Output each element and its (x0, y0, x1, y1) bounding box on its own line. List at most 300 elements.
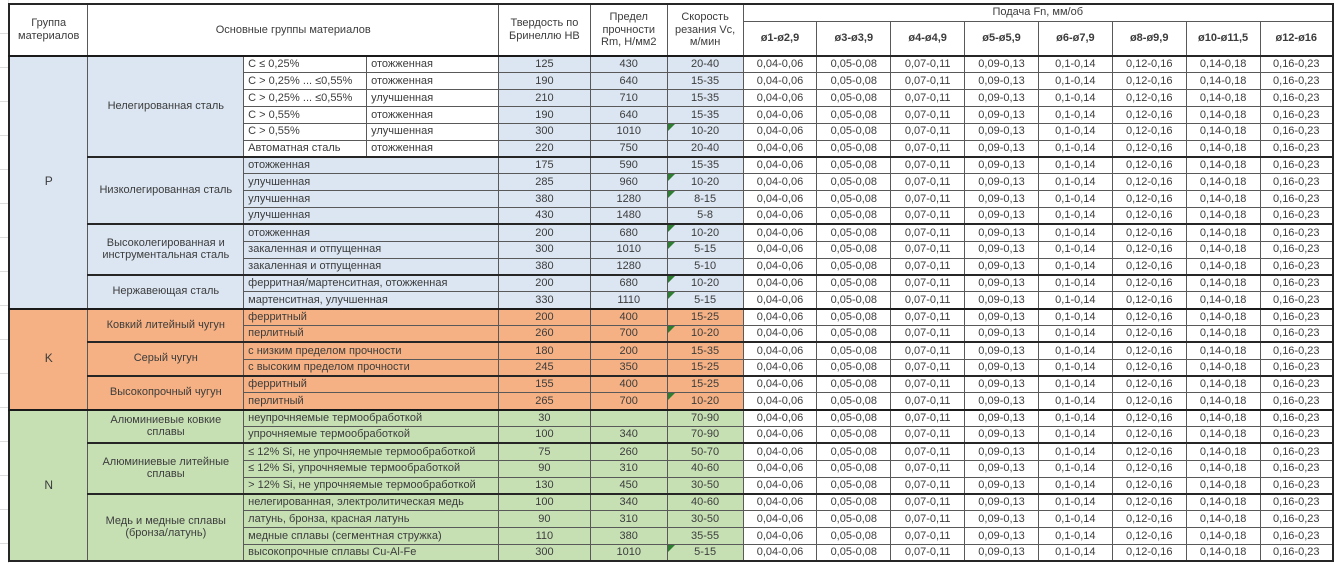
material-desc-cell: ферритный (244, 309, 499, 326)
feed-cell: 0,16-0,23 (1260, 544, 1333, 561)
feed-cell: 0,16-0,23 (1260, 174, 1333, 191)
feed-cell: 0,1-0,14 (1038, 191, 1112, 208)
feed-cell: 0,05-0,08 (817, 56, 891, 73)
hb-cell: 200 (499, 309, 591, 326)
hb-cell: 430 (499, 208, 591, 225)
vc-cell: 8-15 (667, 191, 743, 208)
feed-cell: 0,07-0,11 (891, 511, 965, 528)
material-desc-cell: ≤ 12% Si, упрочняемые термообработкой (244, 460, 499, 477)
rm-cell: 1010 (590, 544, 667, 561)
material-desc-cell: нелегированная, электролитическая медь (244, 494, 499, 511)
hb-cell: 75 (499, 443, 591, 460)
hb-cell: 300 (499, 241, 591, 258)
material-desc-cell: с низким пределом прочности (244, 342, 499, 359)
rm-cell: 340 (590, 494, 667, 511)
subgroup-cell: Серый чугун (88, 342, 244, 376)
hb-cell: 300 (499, 123, 591, 140)
hb-cell: 190 (499, 107, 591, 124)
feed-cell: 0,12-0,16 (1112, 224, 1186, 241)
hb-cell: 90 (499, 511, 591, 528)
feed-cell: 0,16-0,23 (1260, 208, 1333, 225)
header-cutting-speed: Скорость резания Vc, м/мин (667, 4, 743, 56)
feed-cell: 0,1-0,14 (1038, 275, 1112, 292)
feed-cell: 0,09-0,13 (965, 511, 1039, 528)
rm-cell: 310 (590, 460, 667, 477)
feed-cell: 0,05-0,08 (817, 309, 891, 326)
hb-cell: 130 (499, 477, 591, 494)
feed-cell: 0,14-0,18 (1186, 309, 1260, 326)
feed-cell: 0,04-0,06 (743, 376, 817, 393)
feed-cell: 0,07-0,11 (891, 157, 965, 174)
feed-cell: 0,09-0,13 (965, 359, 1039, 376)
hb-cell: 30 (499, 410, 591, 427)
feed-cell: 0,14-0,18 (1186, 241, 1260, 258)
material-state-cell: улучшенная (367, 90, 499, 107)
vc-cell: 40-60 (667, 494, 743, 511)
rm-cell: 640 (590, 107, 667, 124)
feed-cell: 0,1-0,14 (1038, 494, 1112, 511)
hb-cell: 175 (499, 157, 591, 174)
feed-cell: 0,1-0,14 (1038, 208, 1112, 225)
rm-cell: 400 (590, 309, 667, 326)
feed-cell: 0,09-0,13 (965, 443, 1039, 460)
feed-cell: 0,16-0,23 (1260, 123, 1333, 140)
feed-cell: 0,16-0,23 (1260, 443, 1333, 460)
feed-cell: 0,1-0,14 (1038, 56, 1112, 73)
flag-triangle-icon (668, 225, 675, 232)
feed-cell: 0,09-0,13 (965, 174, 1039, 191)
feed-cell: 0,1-0,14 (1038, 258, 1112, 275)
material-desc-cell: улучшенная (244, 174, 499, 191)
feed-cell: 0,16-0,23 (1260, 292, 1333, 309)
feed-cell: 0,05-0,08 (817, 342, 891, 359)
feed-cell: 0,1-0,14 (1038, 528, 1112, 545)
feed-cell: 0,05-0,08 (817, 410, 891, 427)
feed-cell: 0,16-0,23 (1260, 224, 1333, 241)
feed-cell: 0,09-0,13 (965, 528, 1039, 545)
material-state-cell: отожженная (367, 140, 499, 157)
flag-triangle-icon (668, 326, 675, 333)
feed-cell: 0,14-0,18 (1186, 174, 1260, 191)
feed-diameter-header: ø4-ø4,9 (891, 21, 965, 56)
feed-cell: 0,12-0,16 (1112, 544, 1186, 561)
feed-cell: 0,1-0,14 (1038, 309, 1112, 326)
hb-cell: 155 (499, 376, 591, 393)
feed-diameter-header: ø1-ø2,9 (743, 21, 817, 56)
table-row (9, 56, 1333, 73)
feed-cell: 0,09-0,13 (965, 90, 1039, 107)
feed-cell: 0,12-0,16 (1112, 309, 1186, 326)
vc-cell: 70-90 (667, 410, 743, 427)
feed-cell: 0,1-0,14 (1038, 241, 1112, 258)
feed-cell: 0,16-0,23 (1260, 275, 1333, 292)
hb-cell: 125 (499, 56, 591, 73)
feed-cell: 0,09-0,13 (965, 140, 1039, 157)
feed-cell: 0,1-0,14 (1038, 511, 1112, 528)
feed-cell: 0,12-0,16 (1112, 376, 1186, 393)
flag-triangle-icon (668, 242, 675, 249)
feed-cell: 0,05-0,08 (817, 174, 891, 191)
material-desc-cell: Автоматная сталь (244, 140, 367, 157)
feed-cell: 0,04-0,06 (743, 73, 817, 90)
feed-cell: 0,1-0,14 (1038, 544, 1112, 561)
subgroup-cell: Алюминиевые литейные сплавы (88, 443, 244, 494)
feed-cell: 0,09-0,13 (965, 241, 1039, 258)
rm-cell: 380 (590, 528, 667, 545)
feed-cell: 0,04-0,06 (743, 157, 817, 174)
feed-cell: 0,1-0,14 (1038, 376, 1112, 393)
feed-cell: 0,07-0,11 (891, 174, 965, 191)
hb-cell: 380 (499, 191, 591, 208)
feed-cell: 0,16-0,23 (1260, 56, 1333, 73)
feed-cell: 0,07-0,11 (891, 494, 965, 511)
feed-cell: 0,07-0,11 (891, 275, 965, 292)
feed-cell: 0,04-0,06 (743, 191, 817, 208)
feed-cell: 0,09-0,13 (965, 107, 1039, 124)
feed-cell: 0,14-0,18 (1186, 107, 1260, 124)
feed-cell: 0,14-0,18 (1186, 326, 1260, 343)
hb-cell: 300 (499, 544, 591, 561)
feed-cell: 0,16-0,23 (1260, 73, 1333, 90)
feed-cell: 0,14-0,18 (1186, 376, 1260, 393)
group-code-cell: N (9, 410, 88, 562)
vc-cell: 15-35 (667, 157, 743, 174)
feed-cell: 0,09-0,13 (965, 191, 1039, 208)
feed-cell: 0,12-0,16 (1112, 140, 1186, 157)
feed-cell: 0,05-0,08 (817, 528, 891, 545)
material-state-cell: отожженная (367, 56, 499, 73)
feed-cell: 0,07-0,11 (891, 410, 965, 427)
rm-cell: 310 (590, 511, 667, 528)
feed-cell: 0,1-0,14 (1038, 292, 1112, 309)
vc-cell: 15-25 (667, 359, 743, 376)
feed-cell: 0,1-0,14 (1038, 359, 1112, 376)
material-desc-cell: > 12% Si, не упрочняемые термообработкой (244, 477, 499, 494)
feed-cell: 0,07-0,11 (891, 326, 965, 343)
feed-cell: 0,09-0,13 (965, 376, 1039, 393)
vc-cell: 5-15 (667, 544, 743, 561)
feed-cell: 0,12-0,16 (1112, 123, 1186, 140)
hb-cell: 100 (499, 427, 591, 444)
table-row (9, 494, 1333, 511)
feed-cell: 0,12-0,16 (1112, 393, 1186, 410)
vc-cell: 15-35 (667, 107, 743, 124)
feed-cell: 0,14-0,18 (1186, 275, 1260, 292)
feed-cell: 0,05-0,08 (817, 326, 891, 343)
feed-cell: 0,1-0,14 (1038, 140, 1112, 157)
table-row (9, 309, 1333, 326)
feed-cell: 0,04-0,06 (743, 208, 817, 225)
feed-cell: 0,14-0,18 (1186, 208, 1260, 225)
material-desc-cell: C ≤ 0,25% (244, 56, 367, 73)
feed-cell: 0,16-0,23 (1260, 376, 1333, 393)
feed-cell: 0,07-0,11 (891, 241, 965, 258)
feed-cell: 0,05-0,08 (817, 460, 891, 477)
feed-cell: 0,05-0,08 (817, 208, 891, 225)
feed-cell: 0,12-0,16 (1112, 427, 1186, 444)
hb-cell: 220 (499, 140, 591, 157)
feed-cell: 0,12-0,16 (1112, 258, 1186, 275)
rm-cell: 1010 (590, 241, 667, 258)
feed-cell: 0,14-0,18 (1186, 393, 1260, 410)
rm-cell: 590 (590, 157, 667, 174)
subgroup-cell: Медь и медные сплавы (бронза/латунь) (88, 494, 244, 561)
material-desc-cell: неупрочняемые термообработкой (244, 410, 499, 427)
feed-cell: 0,12-0,16 (1112, 107, 1186, 124)
table-row (9, 342, 1333, 359)
rm-cell: 1280 (590, 191, 667, 208)
feed-cell: 0,07-0,11 (891, 292, 965, 309)
feed-cell: 0,14-0,18 (1186, 528, 1260, 545)
rm-cell: 200 (590, 342, 667, 359)
feed-diameter-header: ø5-ø5,9 (965, 21, 1039, 56)
feed-cell: 0,14-0,18 (1186, 511, 1260, 528)
feed-cell: 0,14-0,18 (1186, 342, 1260, 359)
material-desc-cell: закаленная и отпущенная (244, 258, 499, 275)
feed-cell: 0,04-0,06 (743, 123, 817, 140)
rm-cell (590, 410, 667, 427)
feed-cell: 0,07-0,11 (891, 393, 965, 410)
feed-cell: 0,12-0,16 (1112, 157, 1186, 174)
vc-cell: 15-35 (667, 73, 743, 90)
feed-cell: 0,16-0,23 (1260, 326, 1333, 343)
feed-cell: 0,16-0,23 (1260, 157, 1333, 174)
vc-cell: 5-15 (667, 292, 743, 309)
feed-cell: 0,07-0,11 (891, 427, 965, 444)
feed-cell: 0,05-0,08 (817, 157, 891, 174)
feed-cell: 0,09-0,13 (965, 224, 1039, 241)
feed-cell: 0,09-0,13 (965, 157, 1039, 174)
feed-cell: 0,1-0,14 (1038, 342, 1112, 359)
feed-cell: 0,16-0,23 (1260, 427, 1333, 444)
feed-cell: 0,16-0,23 (1260, 107, 1333, 124)
feed-cell: 0,04-0,06 (743, 309, 817, 326)
feed-cell: 0,12-0,16 (1112, 460, 1186, 477)
feed-cell: 0,04-0,06 (743, 241, 817, 258)
feed-cell: 0,07-0,11 (891, 342, 965, 359)
feed-cell: 0,04-0,06 (743, 174, 817, 191)
feed-cell: 0,1-0,14 (1038, 123, 1112, 140)
material-desc-cell: перлитный (244, 393, 499, 410)
material-state-cell: улучшенная (367, 123, 499, 140)
hb-cell: 210 (499, 90, 591, 107)
material-desc-cell: улучшенная (244, 208, 499, 225)
material-desc-cell: ≤ 12% Si, не упрочняемые термообработкой (244, 443, 499, 460)
feed-cell: 0,14-0,18 (1186, 494, 1260, 511)
vc-cell: 10-20 (667, 275, 743, 292)
feed-cell: 0,16-0,23 (1260, 342, 1333, 359)
feed-cell: 0,16-0,23 (1260, 90, 1333, 107)
feed-cell: 0,09-0,13 (965, 56, 1039, 73)
materials-table-body (9, 56, 1333, 561)
feed-cell: 0,05-0,08 (817, 393, 891, 410)
hb-cell: 285 (499, 174, 591, 191)
hb-cell: 265 (499, 393, 591, 410)
feed-cell: 0,1-0,14 (1038, 174, 1112, 191)
feed-cell: 0,14-0,18 (1186, 157, 1260, 174)
feed-cell: 0,14-0,18 (1186, 258, 1260, 275)
feed-cell: 0,07-0,11 (891, 544, 965, 561)
feed-cell: 0,16-0,23 (1260, 258, 1333, 275)
feed-cell: 0,14-0,18 (1186, 477, 1260, 494)
hb-cell: 260 (499, 326, 591, 343)
feed-diameter-header: ø12-ø16 (1260, 21, 1333, 56)
feed-cell: 0,16-0,23 (1260, 528, 1333, 545)
feed-cell: 0,07-0,11 (891, 208, 965, 225)
flag-triangle-icon (668, 545, 675, 552)
vc-cell: 10-20 (667, 393, 743, 410)
feed-cell: 0,07-0,11 (891, 477, 965, 494)
vc-cell: 5-8 (667, 208, 743, 225)
feed-cell: 0,04-0,06 (743, 460, 817, 477)
hb-cell: 380 (499, 258, 591, 275)
feed-cell: 0,07-0,11 (891, 73, 965, 90)
feed-cell: 0,09-0,13 (965, 73, 1039, 90)
feed-cell: 0,05-0,08 (817, 90, 891, 107)
material-state-cell: отожженная (367, 73, 499, 90)
feed-cell: 0,07-0,11 (891, 460, 965, 477)
header-main-material-groups: Основные группы материалов (88, 4, 499, 56)
flag-triangle-icon (668, 292, 675, 299)
feed-cell: 0,12-0,16 (1112, 90, 1186, 107)
material-desc-cell: высокопрочные сплавы Cu-Al-Fe (244, 544, 499, 561)
feed-diameter-header: ø8-ø9,9 (1112, 21, 1186, 56)
hb-cell: 200 (499, 224, 591, 241)
feed-cell: 0,12-0,16 (1112, 511, 1186, 528)
feed-cell: 0,05-0,08 (817, 107, 891, 124)
rm-cell: 700 (590, 393, 667, 410)
materials-table (8, 3, 1334, 562)
rm-cell: 640 (590, 73, 667, 90)
table-row (9, 410, 1333, 427)
rm-cell: 680 (590, 224, 667, 241)
vc-cell: 15-35 (667, 342, 743, 359)
feed-cell: 0,05-0,08 (817, 123, 891, 140)
feed-cell: 0,04-0,06 (743, 410, 817, 427)
vc-cell: 10-20 (667, 224, 743, 241)
feed-cell: 0,12-0,16 (1112, 477, 1186, 494)
hb-cell: 330 (499, 292, 591, 309)
hb-cell: 245 (499, 359, 591, 376)
feed-cell: 0,05-0,08 (817, 275, 891, 292)
feed-cell: 0,04-0,06 (743, 107, 817, 124)
material-desc-cell: закаленная и отпущенная (244, 241, 499, 258)
feed-cell: 0,1-0,14 (1038, 107, 1112, 124)
feed-cell: 0,05-0,08 (817, 359, 891, 376)
table-row (9, 275, 1333, 292)
feed-cell: 0,16-0,23 (1260, 359, 1333, 376)
feed-cell: 0,05-0,08 (817, 477, 891, 494)
feed-cell: 0,1-0,14 (1038, 224, 1112, 241)
feed-cell: 0,09-0,13 (965, 258, 1039, 275)
vc-cell: 15-25 (667, 309, 743, 326)
header-feed-title: Подача Fn, мм/об (743, 4, 1333, 21)
vc-cell: 10-20 (667, 174, 743, 191)
feed-cell: 0,16-0,23 (1260, 309, 1333, 326)
feed-cell: 0,16-0,23 (1260, 393, 1333, 410)
feed-cell: 0,07-0,11 (891, 90, 965, 107)
feed-cell: 0,1-0,14 (1038, 326, 1112, 343)
rm-cell: 1010 (590, 123, 667, 140)
vc-cell: 40-60 (667, 460, 743, 477)
vc-cell: 70-90 (667, 427, 743, 444)
rm-cell: 340 (590, 427, 667, 444)
subgroup-cell: Высокопрочный чугун (88, 376, 244, 410)
subgroup-cell: Низколегированная сталь (88, 157, 244, 224)
feed-cell: 0,16-0,23 (1260, 494, 1333, 511)
material-desc-cell: отожженная (244, 157, 499, 174)
feed-cell: 0,12-0,16 (1112, 410, 1186, 427)
material-desc-cell: перлитный (244, 326, 499, 343)
feed-cell: 0,09-0,13 (965, 275, 1039, 292)
feed-cell: 0,05-0,08 (817, 494, 891, 511)
feed-cell: 0,16-0,23 (1260, 511, 1333, 528)
table-row (9, 157, 1333, 174)
subgroup-cell: Ковкий литейный чугун (88, 309, 244, 343)
feed-cell: 0,09-0,13 (965, 410, 1039, 427)
feed-cell: 0,04-0,06 (743, 224, 817, 241)
rm-cell: 960 (590, 174, 667, 191)
feed-cell: 0,09-0,13 (965, 208, 1039, 225)
feed-cell: 0,14-0,18 (1186, 359, 1260, 376)
feed-cell: 0,1-0,14 (1038, 410, 1112, 427)
feed-cell: 0,07-0,11 (891, 140, 965, 157)
feed-cell: 0,04-0,06 (743, 275, 817, 292)
rm-cell: 700 (590, 326, 667, 343)
feed-cell: 0,1-0,14 (1038, 477, 1112, 494)
rm-cell: 1110 (590, 292, 667, 309)
feed-cell: 0,12-0,16 (1112, 73, 1186, 90)
feed-cell: 0,05-0,08 (817, 191, 891, 208)
feed-cell: 0,09-0,13 (965, 427, 1039, 444)
feed-cell: 0,1-0,14 (1038, 443, 1112, 460)
feed-cell: 0,07-0,11 (891, 309, 965, 326)
feed-cell: 0,1-0,14 (1038, 460, 1112, 477)
feed-cell: 0,12-0,16 (1112, 443, 1186, 460)
feed-cell: 0,05-0,08 (817, 224, 891, 241)
vc-cell: 20-40 (667, 56, 743, 73)
feed-cell: 0,05-0,08 (817, 427, 891, 444)
feed-cell: 0,09-0,13 (965, 326, 1039, 343)
feed-cell: 0,12-0,16 (1112, 292, 1186, 309)
material-desc-cell: C > 0,25% ... ≤0,55% (244, 90, 367, 107)
feed-cell: 0,12-0,16 (1112, 174, 1186, 191)
feed-cell: 0,1-0,14 (1038, 73, 1112, 90)
flag-triangle-icon (668, 393, 675, 400)
feed-cell: 0,04-0,06 (743, 427, 817, 444)
material-desc-cell: ферритная/мартенситная, отожженная (244, 275, 499, 292)
feed-cell: 0,09-0,13 (965, 477, 1039, 494)
flag-triangle-icon (668, 191, 675, 198)
vc-cell: 15-25 (667, 376, 743, 393)
feed-cell: 0,04-0,06 (743, 494, 817, 511)
feed-cell: 0,14-0,18 (1186, 544, 1260, 561)
feed-cell: 0,14-0,18 (1186, 460, 1260, 477)
feed-cell: 0,05-0,08 (817, 511, 891, 528)
feed-cell: 0,1-0,14 (1038, 90, 1112, 107)
material-state-cell: отожженная (367, 107, 499, 124)
subgroup-cell: Алюминиевые ковкие сплавы (88, 410, 244, 444)
feed-cell: 0,04-0,06 (743, 477, 817, 494)
feed-cell: 0,07-0,11 (891, 56, 965, 73)
feed-cell: 0,16-0,23 (1260, 410, 1333, 427)
table-row (9, 443, 1333, 460)
feed-cell: 0,04-0,06 (743, 292, 817, 309)
feed-cell: 0,05-0,08 (817, 241, 891, 258)
material-desc-cell: C > 0,25% ... ≤0,55% (244, 73, 367, 90)
table-row (9, 376, 1333, 393)
feed-cell: 0,05-0,08 (817, 258, 891, 275)
